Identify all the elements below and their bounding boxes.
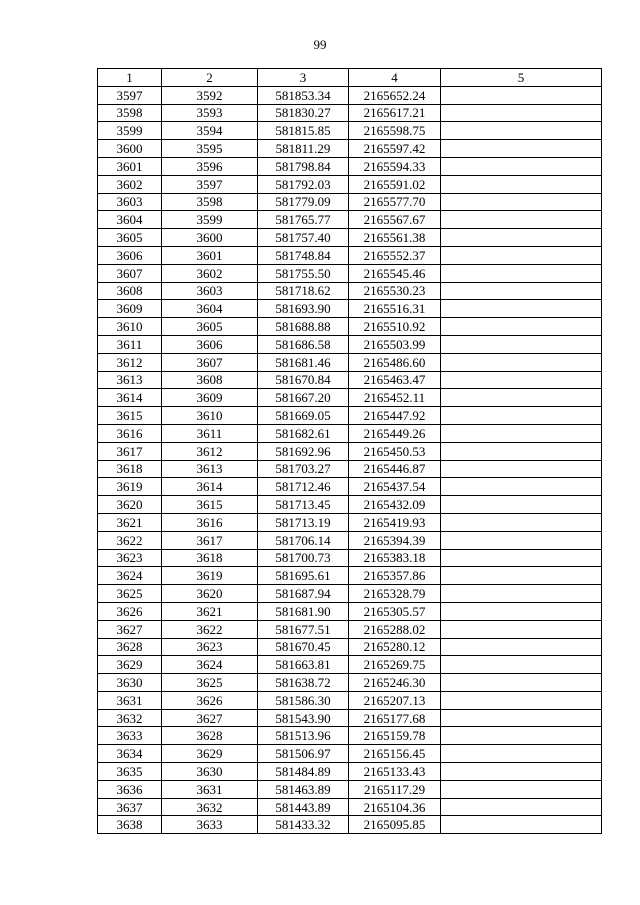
table-cell: 3629: [162, 745, 258, 763]
table-cell: [441, 193, 602, 211]
table-cell: [441, 389, 602, 407]
table-row: [98, 602, 602, 620]
table-cell: [441, 816, 602, 834]
table-cell: [441, 656, 602, 674]
table-cell: [441, 674, 602, 692]
table-cell: 3598: [162, 193, 258, 211]
table-cell: 3628: [98, 638, 162, 656]
table-cell: 3605: [98, 229, 162, 247]
table-cell: 581713.19: [258, 513, 349, 531]
table-cell: 581463.89: [258, 780, 349, 798]
table-cell: 3621: [162, 602, 258, 620]
table-cell: [441, 513, 602, 531]
table-cell: 2165652.24: [349, 86, 441, 104]
table-cell: 3615: [162, 496, 258, 514]
table-cell: 2165207.13: [349, 691, 441, 709]
table-cell: 2165486.60: [349, 353, 441, 371]
table-row: [98, 513, 602, 531]
table-cell: 3602: [98, 175, 162, 193]
table-cell: 3592: [162, 86, 258, 104]
table-cell: 3609: [162, 389, 258, 407]
table-cell: 2165156.45: [349, 745, 441, 763]
table-row: [98, 656, 602, 674]
table-cell: 3619: [98, 478, 162, 496]
table-cell: 2165591.02: [349, 175, 441, 193]
table-cell: 581703.27: [258, 460, 349, 478]
table-cell: [441, 407, 602, 425]
table-cell: 3633: [162, 816, 258, 834]
table-cell: 2165530.23: [349, 282, 441, 300]
table-cell: 3632: [98, 709, 162, 727]
table-cell: 581638.72: [258, 674, 349, 692]
table-cell: 3605: [162, 318, 258, 336]
table-cell: 3627: [98, 620, 162, 638]
coordinates-table: [97, 68, 602, 834]
table-row: [98, 727, 602, 745]
table-cell: 2165177.68: [349, 709, 441, 727]
table-row: [98, 246, 602, 264]
table-header: [98, 69, 602, 87]
table-cell: 3598: [98, 104, 162, 122]
table-cell: 3604: [98, 211, 162, 229]
table-cell: 581688.88: [258, 318, 349, 336]
table-cell: 2165552.37: [349, 246, 441, 264]
table-cell: 3623: [98, 549, 162, 567]
table-cell: 2165246.30: [349, 674, 441, 692]
table-row: [98, 674, 602, 692]
table-cell: 3609: [98, 300, 162, 318]
table-cell: 3612: [98, 353, 162, 371]
table-cell: [441, 442, 602, 460]
table-cell: 2165516.31: [349, 300, 441, 318]
table-cell: 581681.90: [258, 602, 349, 620]
table-cell: 3618: [98, 460, 162, 478]
table-row: [98, 353, 602, 371]
table-row: [98, 816, 602, 834]
table-cell: 2165450.53: [349, 442, 441, 460]
table-cell: 2165095.85: [349, 816, 441, 834]
column-header: 4: [349, 69, 441, 87]
table-cell: 3623: [162, 638, 258, 656]
table-cell: 3627: [162, 709, 258, 727]
table-cell: 581677.51: [258, 620, 349, 638]
table-cell: 3624: [162, 656, 258, 674]
table-cell: [441, 531, 602, 549]
table-cell: 3629: [98, 656, 162, 674]
table-row: [98, 122, 602, 140]
table-cell: 3620: [98, 496, 162, 514]
table-cell: 3637: [98, 798, 162, 816]
table-cell: 2165617.21: [349, 104, 441, 122]
table-cell: 2165545.46: [349, 264, 441, 282]
table-cell: 581433.32: [258, 816, 349, 834]
table-cell: [441, 460, 602, 478]
table-row: [98, 567, 602, 585]
table-row: [98, 264, 602, 282]
table-cell: 3617: [162, 531, 258, 549]
table-cell: 3604: [162, 300, 258, 318]
table-cell: 3620: [162, 585, 258, 603]
table-cell: 3616: [162, 513, 258, 531]
table-row: [98, 282, 602, 300]
table-body: [98, 86, 602, 833]
table-cell: 3610: [162, 407, 258, 425]
table-cell: 2165419.93: [349, 513, 441, 531]
table-row: [98, 763, 602, 781]
table-cell: [441, 175, 602, 193]
table-cell: [441, 318, 602, 336]
table-cell: [441, 104, 602, 122]
table-cell: 2165567.67: [349, 211, 441, 229]
table-cell: 581695.61: [258, 567, 349, 585]
table-cell: 581543.90: [258, 709, 349, 727]
table-cell: 3638: [98, 816, 162, 834]
table-cell: 2165432.09: [349, 496, 441, 514]
table-cell: 3596: [162, 157, 258, 175]
table-cell: 581670.45: [258, 638, 349, 656]
table-row: [98, 175, 602, 193]
column-header: 5: [441, 69, 602, 87]
table-cell: [441, 602, 602, 620]
table-row: [98, 798, 602, 816]
table-cell: 581757.40: [258, 229, 349, 247]
table-cell: [441, 567, 602, 585]
table-cell: 581693.90: [258, 300, 349, 318]
table-cell: 3622: [162, 620, 258, 638]
table-cell: [441, 300, 602, 318]
table-cell: 2165328.79: [349, 585, 441, 603]
table-cell: 3618: [162, 549, 258, 567]
table-cell: 3631: [98, 691, 162, 709]
table-cell: [441, 798, 602, 816]
table-cell: 581755.50: [258, 264, 349, 282]
table-cell: 3630: [98, 674, 162, 692]
table-cell: [441, 335, 602, 353]
table-cell: 3616: [98, 424, 162, 442]
table-cell: 581506.97: [258, 745, 349, 763]
table-row: [98, 745, 602, 763]
table-cell: 581586.30: [258, 691, 349, 709]
table-cell: 2165594.33: [349, 157, 441, 175]
table-cell: 581686.58: [258, 335, 349, 353]
table-cell: 3607: [98, 264, 162, 282]
table-cell: 581443.89: [258, 798, 349, 816]
table-cell: 2165357.86: [349, 567, 441, 585]
table-row: [98, 371, 602, 389]
table-row: [98, 460, 602, 478]
table-row: [98, 709, 602, 727]
table-row: [98, 496, 602, 514]
table-cell: 2165280.12: [349, 638, 441, 656]
table-cell: 3601: [98, 157, 162, 175]
table-cell: [441, 763, 602, 781]
table-cell: 2165561.38: [349, 229, 441, 247]
header-row: [98, 69, 602, 87]
table-cell: 581798.84: [258, 157, 349, 175]
table-cell: [441, 780, 602, 798]
table-cell: 3597: [162, 175, 258, 193]
table-cell: 2165133.43: [349, 763, 441, 781]
table-cell: 581765.77: [258, 211, 349, 229]
table-row: [98, 140, 602, 158]
table-cell: [441, 211, 602, 229]
table-cell: [441, 638, 602, 656]
table-cell: 2165463.47: [349, 371, 441, 389]
table-cell: 3603: [162, 282, 258, 300]
table-cell: 3624: [98, 567, 162, 585]
table-cell: 2165510.92: [349, 318, 441, 336]
table-cell: 581712.46: [258, 478, 349, 496]
table-cell: [441, 264, 602, 282]
table-cell: 3626: [98, 602, 162, 620]
table-cell: 3635: [98, 763, 162, 781]
table-cell: 3600: [162, 229, 258, 247]
table-row: [98, 549, 602, 567]
table-cell: 581718.62: [258, 282, 349, 300]
table-row: [98, 478, 602, 496]
table-cell: 3614: [162, 478, 258, 496]
table-cell: 3612: [162, 442, 258, 460]
table-cell: 2165598.75: [349, 122, 441, 140]
table-cell: 581484.89: [258, 763, 349, 781]
table-cell: 581513.96: [258, 727, 349, 745]
table-cell: 581692.96: [258, 442, 349, 460]
table-row: [98, 691, 602, 709]
table-row: [98, 157, 602, 175]
table-cell: 581687.94: [258, 585, 349, 603]
table-cell: 3614: [98, 389, 162, 407]
table-cell: 3595: [162, 140, 258, 158]
table-cell: 3599: [98, 122, 162, 140]
table-cell: 581700.73: [258, 549, 349, 567]
table-cell: 3619: [162, 567, 258, 585]
table-cell: 581815.85: [258, 122, 349, 140]
table-cell: 2165104.36: [349, 798, 441, 816]
table-row: [98, 104, 602, 122]
column-header: 1: [98, 69, 162, 87]
table-cell: [441, 246, 602, 264]
table-row: [98, 335, 602, 353]
table-cell: [441, 709, 602, 727]
table-cell: [441, 478, 602, 496]
table-row: [98, 300, 602, 318]
table-row: [98, 389, 602, 407]
table-cell: 3625: [162, 674, 258, 692]
table-row: [98, 585, 602, 603]
table-cell: 2165437.54: [349, 478, 441, 496]
table-cell: 3611: [162, 424, 258, 442]
table-cell: 581830.27: [258, 104, 349, 122]
table-cell: 3626: [162, 691, 258, 709]
table-cell: 581670.84: [258, 371, 349, 389]
table-cell: 2165117.29: [349, 780, 441, 798]
table-cell: 3625: [98, 585, 162, 603]
table-cell: 2165159.78: [349, 727, 441, 745]
table-row: [98, 318, 602, 336]
table-cell: 3617: [98, 442, 162, 460]
table-cell: 3606: [98, 246, 162, 264]
table-cell: 2165288.02: [349, 620, 441, 638]
table-cell: 2165394.39: [349, 531, 441, 549]
table-cell: [441, 424, 602, 442]
table-cell: [441, 86, 602, 104]
table-row: [98, 211, 602, 229]
table-row: [98, 638, 602, 656]
table-cell: 3599: [162, 211, 258, 229]
table-cell: 3597: [98, 86, 162, 104]
table-cell: 3610: [98, 318, 162, 336]
table-cell: 3636: [98, 780, 162, 798]
table-cell: [441, 620, 602, 638]
table-cell: [441, 745, 602, 763]
table-cell: [441, 157, 602, 175]
table-cell: 3621: [98, 513, 162, 531]
table-row: [98, 407, 602, 425]
table-row: [98, 780, 602, 798]
table-cell: 581779.09: [258, 193, 349, 211]
table-cell: 581681.46: [258, 353, 349, 371]
table-cell: 2165383.18: [349, 549, 441, 567]
table-cell: [441, 691, 602, 709]
table-cell: 3607: [162, 353, 258, 371]
table-cell: 3608: [162, 371, 258, 389]
table-row: [98, 531, 602, 549]
table-cell: [441, 549, 602, 567]
table-cell: 3628: [162, 727, 258, 745]
table-cell: 581811.29: [258, 140, 349, 158]
table-cell: [441, 122, 602, 140]
table-cell: 2165305.57: [349, 602, 441, 620]
table-cell: 3613: [162, 460, 258, 478]
table-cell: [441, 727, 602, 745]
table-cell: [441, 371, 602, 389]
table-cell: 581792.03: [258, 175, 349, 193]
table-row: [98, 193, 602, 211]
column-header: 2: [162, 69, 258, 87]
table-row: [98, 424, 602, 442]
table-row: [98, 229, 602, 247]
table-cell: 3633: [98, 727, 162, 745]
table-cell: 3632: [162, 798, 258, 816]
table-cell: [441, 585, 602, 603]
table-cell: 2165503.99: [349, 335, 441, 353]
table-cell: 3630: [162, 763, 258, 781]
table-cell: 2165577.70: [349, 193, 441, 211]
table-cell: 3593: [162, 104, 258, 122]
table-cell: 3602: [162, 264, 258, 282]
table-cell: 581669.05: [258, 407, 349, 425]
table-cell: 3606: [162, 335, 258, 353]
table-cell: 3631: [162, 780, 258, 798]
table-cell: [441, 140, 602, 158]
table-cell: [441, 229, 602, 247]
table-cell: 581706.14: [258, 531, 349, 549]
table-cell: 2165452.11: [349, 389, 441, 407]
table-cell: [441, 496, 602, 514]
column-header: 3: [258, 69, 349, 87]
table-cell: 3600: [98, 140, 162, 158]
table-cell: 3608: [98, 282, 162, 300]
table-cell: 3611: [98, 335, 162, 353]
table-cell: 2165449.26: [349, 424, 441, 442]
table-cell: 581713.45: [258, 496, 349, 514]
table-cell: 2165447.92: [349, 407, 441, 425]
table-cell: 581682.61: [258, 424, 349, 442]
table-cell: 581663.81: [258, 656, 349, 674]
table-cell: 2165269.75: [349, 656, 441, 674]
table-cell: 3615: [98, 407, 162, 425]
table-cell: 2165597.42: [349, 140, 441, 158]
table-cell: 581853.34: [258, 86, 349, 104]
table-cell: 2165446.87: [349, 460, 441, 478]
table-cell: 581667.20: [258, 389, 349, 407]
table-cell: [441, 282, 602, 300]
table-cell: 581748.84: [258, 246, 349, 264]
table-row: [98, 620, 602, 638]
table-cell: 3603: [98, 193, 162, 211]
table-cell: 3594: [162, 122, 258, 140]
table-row: [98, 442, 602, 460]
table-cell: 3601: [162, 246, 258, 264]
table-cell: 3634: [98, 745, 162, 763]
page-number: 99: [313, 37, 327, 52]
table-cell: 3622: [98, 531, 162, 549]
table-cell: 3613: [98, 371, 162, 389]
table-row: [98, 86, 602, 104]
table-cell: [441, 353, 602, 371]
